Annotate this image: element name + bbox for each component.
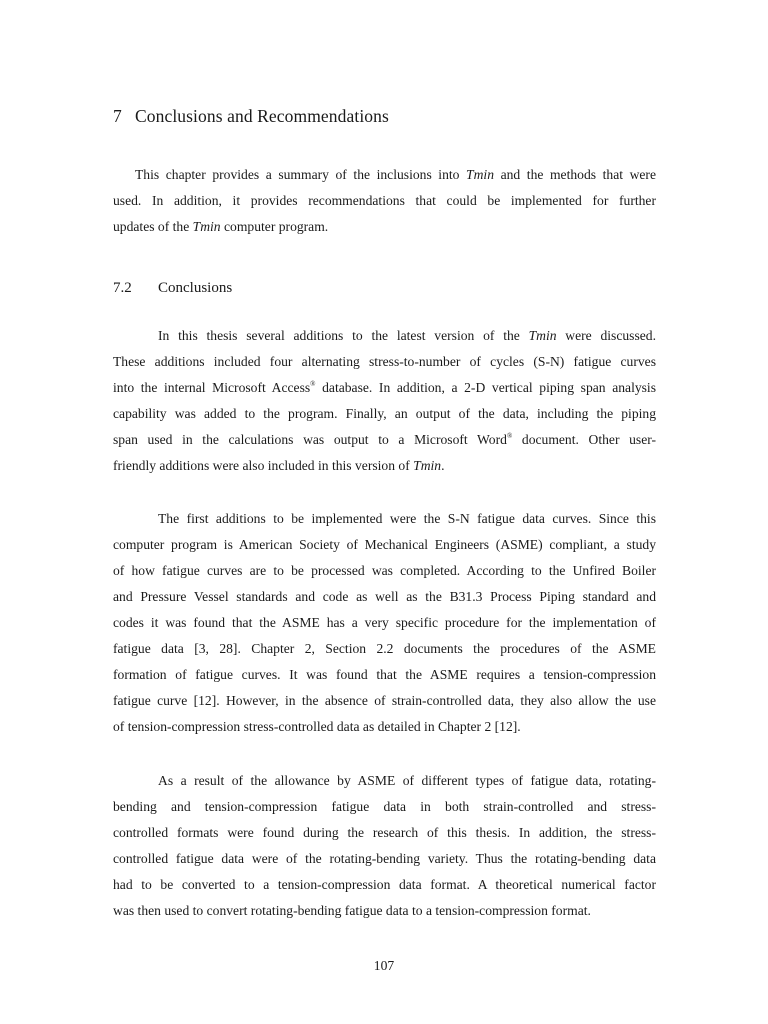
registered-mark: ® bbox=[506, 432, 513, 440]
text-line: had to be converted to a tension-compression data format. A theoretical numerical factor bbox=[113, 877, 656, 892]
text-line: into the internal Microsoft Access® database. In addition, a 2-D vertical piping span analysis bbox=[113, 380, 656, 395]
program-name: Tmin bbox=[466, 167, 494, 182]
text-line: and Pressure Vessel standards and code as well as the B31.3 Process Piping standard and bbox=[113, 589, 656, 604]
text-line: of tension-compression stress-controlled data as detailed in Chapter 2 [12]. bbox=[113, 719, 521, 734]
text-line: This chapter provides a summary of the inclusions into Tmin and the methods that were bbox=[135, 167, 656, 182]
chapter-number: 7 bbox=[113, 106, 122, 126]
program-name: Tmin bbox=[528, 328, 557, 343]
conclusions-paragraph-2 bbox=[113, 506, 656, 740]
text-line: capability was added to the program. Finally, an output of the data, including the piping bbox=[113, 406, 656, 421]
registered-mark: ® bbox=[310, 380, 316, 388]
text-line: updates of the Tmin computer program. bbox=[113, 219, 329, 234]
text-line: friendly additions were also included in this version of Tmin. bbox=[113, 458, 445, 473]
page-number: 107 bbox=[373, 958, 395, 973]
program-name: Tmin bbox=[413, 458, 442, 473]
text-line: In this thesis several additions to the latest version of the Tmin were discussed. bbox=[158, 328, 656, 343]
text-line: fatigue data [3, 28]. Chapter 2, Section 2.2 documents the procedures of the ASME bbox=[113, 641, 656, 656]
program-name: Tmin bbox=[192, 219, 221, 234]
text-line: span used in the calculations was output to a Microsoft Word® document. Other user- bbox=[113, 432, 657, 447]
text-line: used. In addition, it provides recommendations that could be implemented for further bbox=[113, 193, 656, 208]
chapter-title: Conclusions and Recommendations bbox=[135, 106, 389, 126]
text-line: bending and tension-compression fatigue data in both strain-controlled and stress- bbox=[113, 799, 656, 814]
chapter-heading bbox=[113, 106, 389, 127]
text-line: formation of fatigue curves. It was found that the ASME requires a tension-compression bbox=[113, 667, 656, 682]
text-line: was then used to convert rotating-bending fatigue data to a tension-compression format. bbox=[113, 903, 591, 918]
text-line: controlled formats were found during the research of this thesis. In addition, the stress- bbox=[113, 825, 656, 840]
text-line: computer program is American Society of Mechanical Engineers (ASME) compliant, a study bbox=[113, 537, 656, 552]
section-title: Conclusions bbox=[158, 280, 233, 296]
conclusions-paragraph-1 bbox=[113, 323, 656, 479]
text-line: fatigue curve [12]. However, in the absence of strain-controlled data, they also allow the use bbox=[113, 693, 656, 708]
section-heading bbox=[113, 280, 232, 297]
text-line: These additions included four alternating stress-to-number of cycles (S-N) fatigue curves bbox=[113, 354, 656, 369]
section-number: 7.2 bbox=[113, 280, 132, 296]
text-line: The first additions to be implemented were the S-N fatigue data curves. Since this bbox=[158, 511, 656, 526]
text-line: codes it was found that the ASME has a very specific procedure for the implementation of bbox=[113, 615, 656, 630]
text-line: As a result of the allowance by ASME of different types of fatigue data, rotating- bbox=[158, 773, 656, 788]
text-line: of how fatigue curves are to be processed was completed. According to the Unfired Boiler bbox=[113, 563, 656, 578]
conclusions-paragraph-3 bbox=[113, 768, 656, 924]
text-line: controlled fatigue data were of the rotating-bending variety. Thus the rotating-bending data bbox=[113, 851, 656, 866]
intro-paragraph bbox=[113, 162, 656, 240]
